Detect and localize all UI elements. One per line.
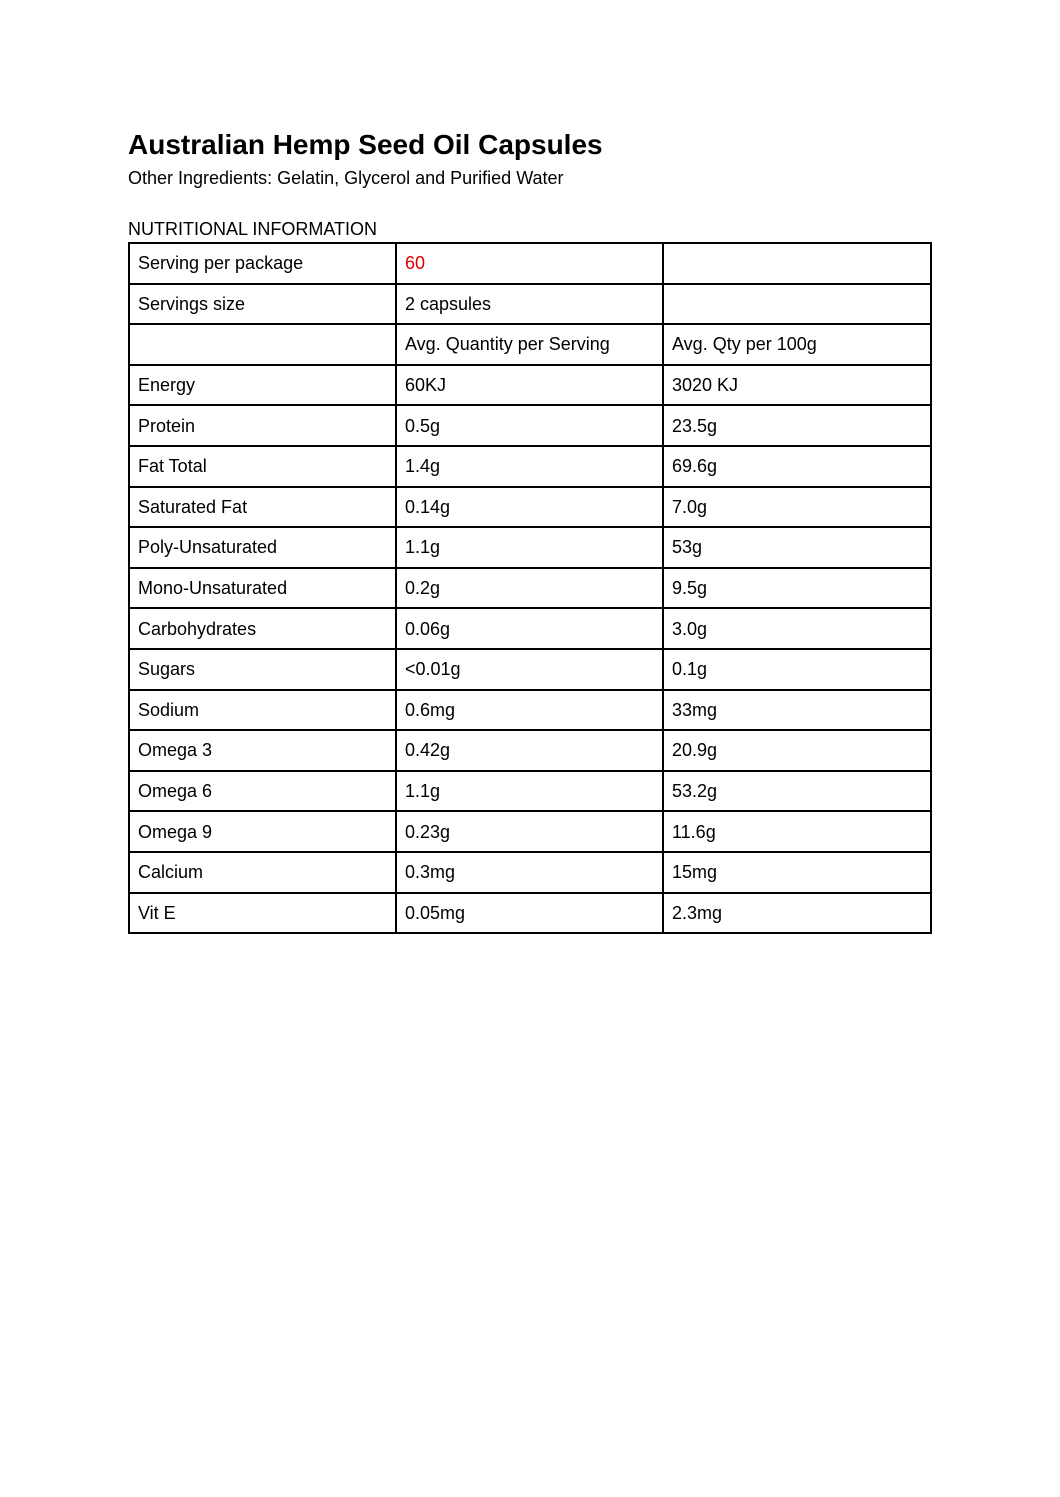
per-100g-cell: 33mg	[663, 690, 931, 731]
per-serving-cell: 0.6mg	[396, 690, 663, 731]
per-serving-cell: 60KJ	[396, 365, 663, 406]
per-serving-cell: 60	[396, 243, 663, 284]
table-row	[129, 487, 931, 528]
per-100g-cell: 0.1g	[663, 649, 931, 690]
per-100g-cell: 11.6g	[663, 811, 931, 852]
nutrient-name-cell: Sugars	[129, 649, 396, 690]
nutrient-name-cell: Omega 6	[129, 771, 396, 812]
per-serving-cell: 1.4g	[396, 446, 663, 487]
table-row	[129, 446, 931, 487]
per-serving-cell: 0.06g	[396, 608, 663, 649]
column-header-per-serving: Avg. Quantity per Serving	[396, 324, 663, 365]
nutrient-name-cell: Omega 9	[129, 811, 396, 852]
per-serving-cell: 0.2g	[396, 568, 663, 609]
table-row	[129, 405, 931, 446]
ingredients-line: Other Ingredients: Gelatin, Glycerol and Purified Water	[128, 168, 564, 188]
nutrition-heading: NUTRITIONAL INFORMATION	[128, 219, 377, 239]
nutrient-name-cell: Energy	[129, 365, 396, 406]
nutrient-name-cell: Omega 3	[129, 730, 396, 771]
document-title: Australian Hemp Seed Oil Capsules	[128, 129, 603, 160]
table-row	[129, 811, 931, 852]
nutrient-name-cell: Vit E	[129, 893, 396, 934]
per-100g-cell: 69.6g	[663, 446, 931, 487]
per-serving-cell: 2 capsules	[396, 284, 663, 325]
per-serving-cell: 0.14g	[396, 487, 663, 528]
per-100g-cell: 53g	[663, 527, 931, 568]
per-serving-cell: 1.1g	[396, 771, 663, 812]
per-serving-cell: 0.3mg	[396, 852, 663, 893]
nutrition-table	[128, 242, 932, 934]
nutrient-name-cell: Poly-Unsaturated	[129, 527, 396, 568]
nutrition-table-body	[129, 243, 931, 933]
per-100g-cell: 7.0g	[663, 487, 931, 528]
nutrient-name-cell: Carbohydrates	[129, 608, 396, 649]
nutrient-name-cell: Fat Total	[129, 446, 396, 487]
table-row	[129, 771, 931, 812]
nutrient-name-cell: Calcium	[129, 852, 396, 893]
table-row	[129, 284, 931, 325]
table-row	[129, 893, 931, 934]
nutrient-name-cell: Serving per package	[129, 243, 396, 284]
nutrient-name-cell: Protein	[129, 405, 396, 446]
table-row	[129, 527, 931, 568]
per-100g-cell: 53.2g	[663, 771, 931, 812]
per-serving-cell: 0.05mg	[396, 893, 663, 934]
table-row	[129, 243, 931, 284]
per-100g-cell	[663, 243, 931, 284]
table-row	[129, 690, 931, 731]
per-serving-cell: 0.42g	[396, 730, 663, 771]
nutrient-name-cell: Saturated Fat	[129, 487, 396, 528]
nutrient-name-cell: Sodium	[129, 690, 396, 731]
table-header-row	[129, 324, 931, 365]
table-row	[129, 730, 931, 771]
table-row	[129, 365, 931, 406]
per-serving-cell: 0.23g	[396, 811, 663, 852]
table-row	[129, 649, 931, 690]
per-100g-cell	[663, 284, 931, 325]
table-row	[129, 568, 931, 609]
nutrient-name-cell: Mono-Unsaturated	[129, 568, 396, 609]
per-100g-cell: 9.5g	[663, 568, 931, 609]
per-100g-cell: 3020 KJ	[663, 365, 931, 406]
per-serving-cell: 1.1g	[396, 527, 663, 568]
per-100g-cell: 23.5g	[663, 405, 931, 446]
per-100g-cell: 2.3mg	[663, 893, 931, 934]
nutrient-name-cell	[129, 324, 396, 365]
per-100g-cell: 20.9g	[663, 730, 931, 771]
per-100g-cell: 15mg	[663, 852, 931, 893]
per-serving-cell: <0.01g	[396, 649, 663, 690]
per-serving-cell: 0.5g	[396, 405, 663, 446]
per-100g-cell: 3.0g	[663, 608, 931, 649]
table-row	[129, 608, 931, 649]
nutrient-name-cell: Servings size	[129, 284, 396, 325]
table-row	[129, 852, 931, 893]
column-header-per-100g: Avg. Qty per 100g	[663, 324, 931, 365]
